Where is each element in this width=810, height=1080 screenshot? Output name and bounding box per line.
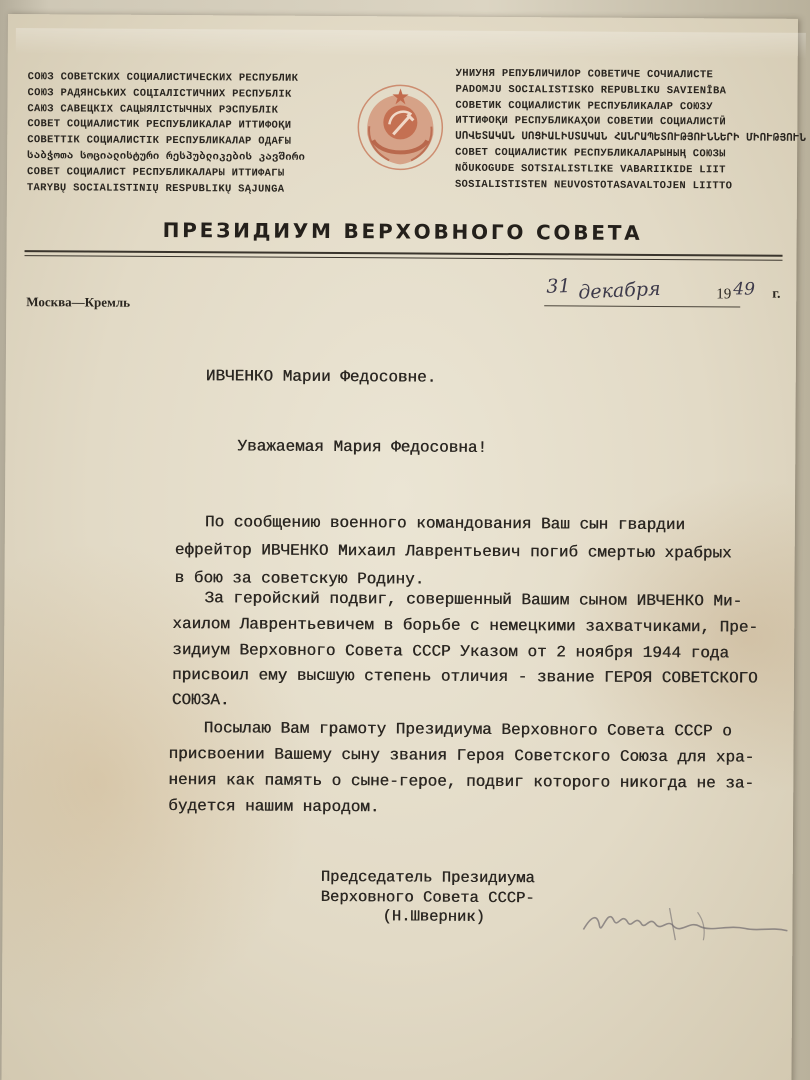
union-name-line: УНИУНЯ РЕПУБЛИЧИЛОР СОВЕТИЧЕ СОЧИАЛИСТЕ	[455, 67, 714, 82]
soviet-state-emblem-icon	[355, 82, 446, 173]
union-name-line: TARYBŲ SOCIALISTINIŲ RESPUBLIKŲ SĄJUNGA	[26, 181, 285, 196]
body-line: зидиум Верховного Совета СССР Указом от 2 ноября 1944 года	[172, 641, 730, 663]
body-line: нения как память о сыне-герое, подвиг которого никогда не за-	[168, 770, 755, 793]
body-line: СОЮЗА.	[171, 691, 230, 710]
addressee: ИВЧЕНКО Марии Федосовне.	[205, 367, 437, 387]
union-name-line: СОВЕТИК СОЦИАЛИСТИК РЕСПУБЛИКАЛАР СОЮЗУ	[455, 99, 713, 113]
union-name-line: SOSIALISTISTEN NEUVOSTOTASAVALTOJEN LIITTO	[454, 178, 733, 193]
union-name-line: СОЮЗ СОВЕТСКИХ СОЦИАЛИСТИЧЕСКИХ РЕСПУБЛИК	[27, 71, 299, 85]
body-line: Посылаю Вам грамоту Президиума Верховного Совета СССР о	[203, 719, 732, 741]
body-line: ефрейтор ИВЧЕНКО Михаил Лаврентьевич погиб смертью храбрых	[174, 541, 732, 563]
signature-title-line: Верховного Совета СССР-	[320, 887, 535, 908]
union-name-line: საბჭოთა სოციალისტური რესპუბლიკების კავშირი	[27, 150, 306, 164]
body-line: По сообщению военного командования Ваш сын гвардии	[204, 513, 686, 535]
union-name-line: СОЮЗ РАДЯНСЬКИХ СОЦІАЛІСТИЧНИХ РЕСПУБЛІК	[27, 86, 292, 101]
union-name-line: СОВЕТ СОЦИАЛИСТ РЕСПУБЛИКАЛАРЫ ИТТИФАГЫ	[26, 165, 285, 180]
union-name-line: PADOMJU SOCIALISTISKO REPUBLIKU SAVIENĪBA	[455, 83, 727, 98]
union-name-line: NÕUKOGUDE SOTSIALISTLIKE VABARIIKIDE LIIT	[455, 162, 726, 177]
body-line: За геройский подвиг, совершенный Вашим сыном ИВЧЕНКО Ми-	[204, 589, 743, 611]
body-line: в бою за советскую Родину.	[174, 569, 425, 589]
signatory-name: (Н.Шверник)	[382, 907, 485, 926]
date-year-marker: г.	[772, 286, 781, 302]
paper-fold	[16, 28, 806, 59]
handwritten-signature-icon	[577, 885, 797, 956]
body-line: присвоении Вашему сыну звания Героя Советского Союза для хра-	[168, 744, 755, 767]
signature-title-line: Председатель Президиума	[320, 867, 535, 888]
date-underline	[544, 305, 740, 307]
union-name-line: ՍՈՎԵՏԱԿԱՆ ՍՈՑԻԱԼԻՍՏԱԿԱՆ ՀԱՆՐԱՊԵՏՈՒԹՅՈՒՆՆԵՐԻ ՄԻՈՒԹՅՈՒՆ	[455, 130, 807, 146]
body-line: присвоил ему высшую степень отличия - звание ГЕРОЯ СОВЕТСКОГО	[171, 666, 758, 688]
date-year-suffix: 49	[733, 279, 756, 300]
union-name-line: САЮЗ САВЕЦКІХ САЦЫЯЛІСТЫЧНЫХ РЭСПУБЛІК	[27, 102, 279, 117]
salutation: Уважаемая Мария Федосовна!	[237, 437, 488, 457]
union-name-line: СОВЕТТІК СОЦИАЛИСТІК РЕСПУБЛИКАЛАР ОДАҒЫ	[27, 134, 292, 148]
union-name-line: СОВЕТ СОЦИАЛИСТИК РЕСПУБЛИКАЛАРЫНЫҢ СОЮЗЫ	[455, 146, 726, 161]
body-line: будется нашим народом.	[168, 796, 380, 817]
date-day: 31	[546, 275, 571, 298]
union-name-line: ИТТИФОҚИ РЕСПУБЛИКАҲОИ СОВЕТИИ СОЦИАЛИСТӢ	[455, 115, 727, 129]
union-name-line: СОВЕТ СОЦИАЛИСТИК РЕСПУБЛИКАЛАР ИТТИФОҚИ	[27, 118, 292, 133]
letter-sheet	[1, 14, 807, 1080]
location-label: Москва—Кремль	[26, 294, 131, 310]
body-line: хаилом Лаврентьевичем в борьбе с немецкими захватчиками, Пре-	[172, 615, 759, 637]
date-year-prefix: 19	[716, 286, 732, 303]
union-name-list-left	[27, 70, 358, 198]
date-month: декабря	[577, 277, 662, 304]
presidium-title: ПРЕЗИДИУМ ВЕРХОВНОГО СОВЕТА	[162, 217, 643, 245]
union-name-list-right	[454, 67, 807, 195]
